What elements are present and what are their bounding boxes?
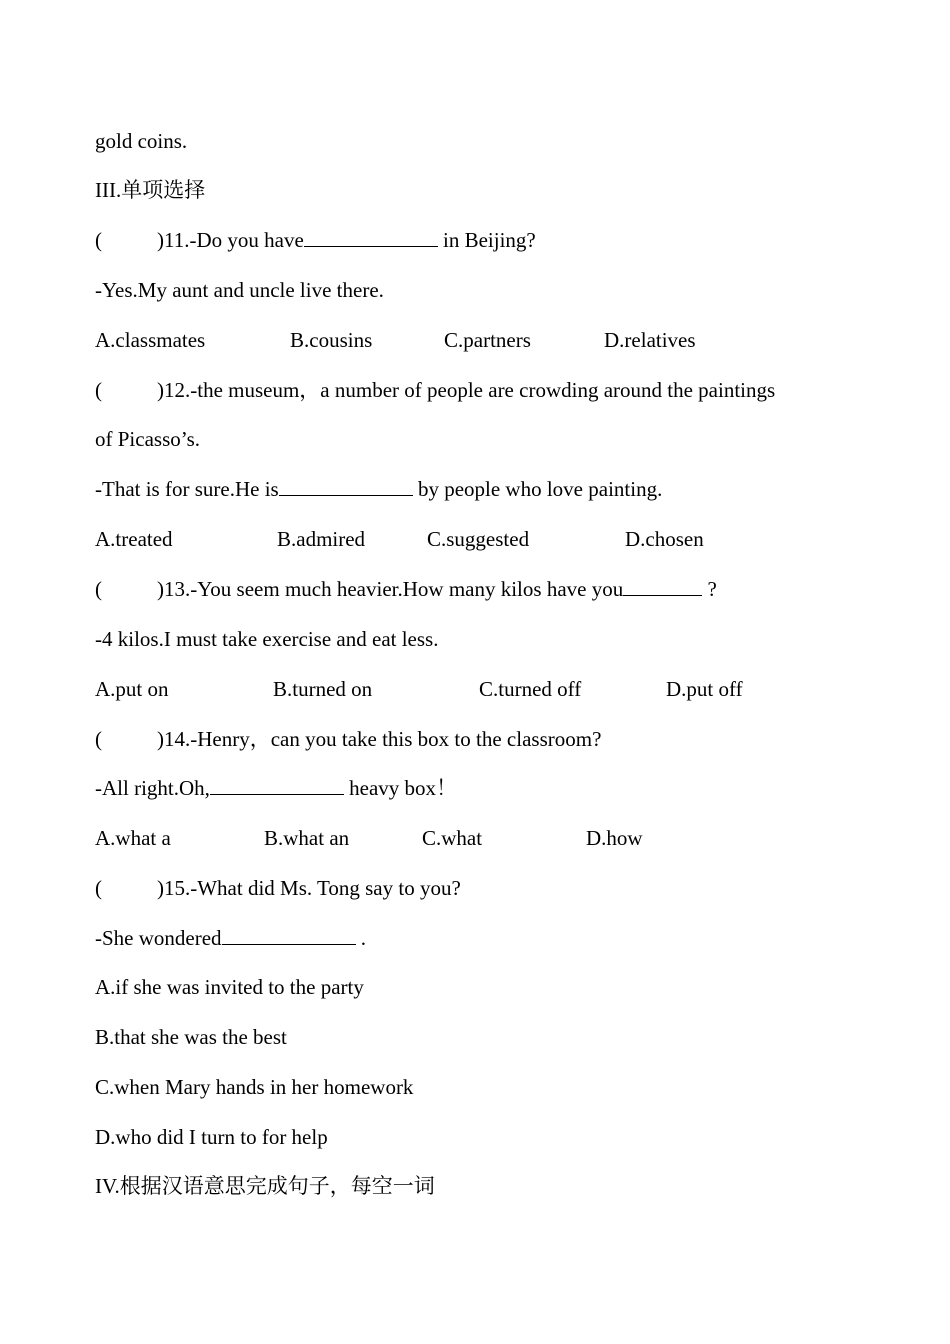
question-12-reply-a: -That is for sure.He is bbox=[95, 477, 279, 501]
q12-option-a: A.treated bbox=[95, 527, 173, 551]
q12-option-d: D.chosen bbox=[625, 527, 704, 551]
question-14-stem bbox=[95, 727, 601, 751]
answer-paren[interactable]: ( bbox=[95, 876, 102, 900]
answer-paren[interactable]: ( bbox=[95, 577, 102, 601]
question-11-text-a: )11.-Do you have bbox=[157, 228, 304, 252]
answer-blank bbox=[304, 228, 438, 247]
question-11-reply: -Yes.My aunt and uncle live there. bbox=[95, 278, 384, 302]
question-14-text: )14.-Henry，can you take this box to the classroom? bbox=[157, 727, 602, 751]
question-12-reply-b: by people who love painting. bbox=[412, 477, 663, 501]
section-4-heading: IV.根据汉语意思完成句子，每空一词 bbox=[95, 1174, 435, 1198]
question-15-reply-b: . bbox=[355, 926, 367, 950]
question-13-reply: -4 kilos.I must take exercise and eat less. bbox=[95, 627, 439, 651]
q12-option-b: B.admired bbox=[277, 527, 366, 551]
q11-option-c: C.partners bbox=[444, 328, 531, 352]
q12-option-c: C.suggested bbox=[427, 527, 530, 551]
question-15-reply-a: -She wondered bbox=[95, 926, 222, 950]
q13-option-c: C.turned off bbox=[479, 677, 582, 701]
question-13-text-a: )13.-You seem much heavier.How many kilos have you bbox=[157, 577, 624, 601]
q14-option-a: A.what a bbox=[95, 826, 171, 850]
answer-blank bbox=[222, 926, 356, 945]
q11-option-b: B.cousins bbox=[290, 328, 373, 352]
q13-option-d: D.put off bbox=[666, 677, 743, 701]
question-14-reply-b: heavy box！ bbox=[343, 776, 458, 800]
q11-option-d: D.relatives bbox=[604, 328, 696, 352]
q11-option-a: A.classmates bbox=[95, 328, 206, 352]
question-14-reply bbox=[95, 776, 457, 800]
answer-blank bbox=[210, 776, 344, 795]
question-11-stem bbox=[95, 228, 536, 252]
answer-blank bbox=[279, 477, 413, 496]
question-11-text-b: in Beijing? bbox=[437, 228, 536, 252]
answer-paren[interactable]: ( bbox=[95, 727, 102, 751]
q13-option-b: B.turned on bbox=[273, 677, 373, 701]
question-15-reply bbox=[95, 926, 366, 950]
question-12-stem bbox=[95, 378, 775, 402]
question-12-stem-continued: of Picasso’s. bbox=[95, 427, 200, 451]
section-3-heading: III.单项选择 bbox=[95, 178, 206, 202]
q15-option-a: A.if she was invited to the party bbox=[95, 975, 364, 999]
answer-paren[interactable]: ( bbox=[95, 228, 102, 252]
question-15-text: )15.-What did Ms. Tong say to you? bbox=[157, 876, 461, 900]
q15-option-d: D.who did I turn to for help bbox=[95, 1125, 328, 1149]
answer-blank bbox=[623, 577, 702, 596]
question-12-text: )12.-the museum，a number of people are crowding around the paintings bbox=[157, 378, 776, 402]
previous-item-continuation: gold coins. bbox=[95, 129, 188, 153]
question-13-stem bbox=[95, 577, 717, 601]
q15-option-c: C.when Mary hands in her homework bbox=[95, 1075, 414, 1099]
q14-option-d: D.how bbox=[586, 826, 643, 850]
question-12-reply bbox=[95, 477, 662, 501]
q13-option-a: A.put on bbox=[95, 677, 169, 701]
q14-option-c: C.what bbox=[422, 826, 483, 850]
question-15-stem bbox=[95, 876, 461, 900]
question-14-reply-a: -All right.Oh, bbox=[95, 776, 210, 800]
q14-option-b: B.what an bbox=[264, 826, 350, 850]
question-13-text-b: ? bbox=[702, 577, 717, 601]
answer-paren[interactable]: ( bbox=[95, 378, 102, 402]
q15-option-b: B.that she was the best bbox=[95, 1025, 287, 1049]
